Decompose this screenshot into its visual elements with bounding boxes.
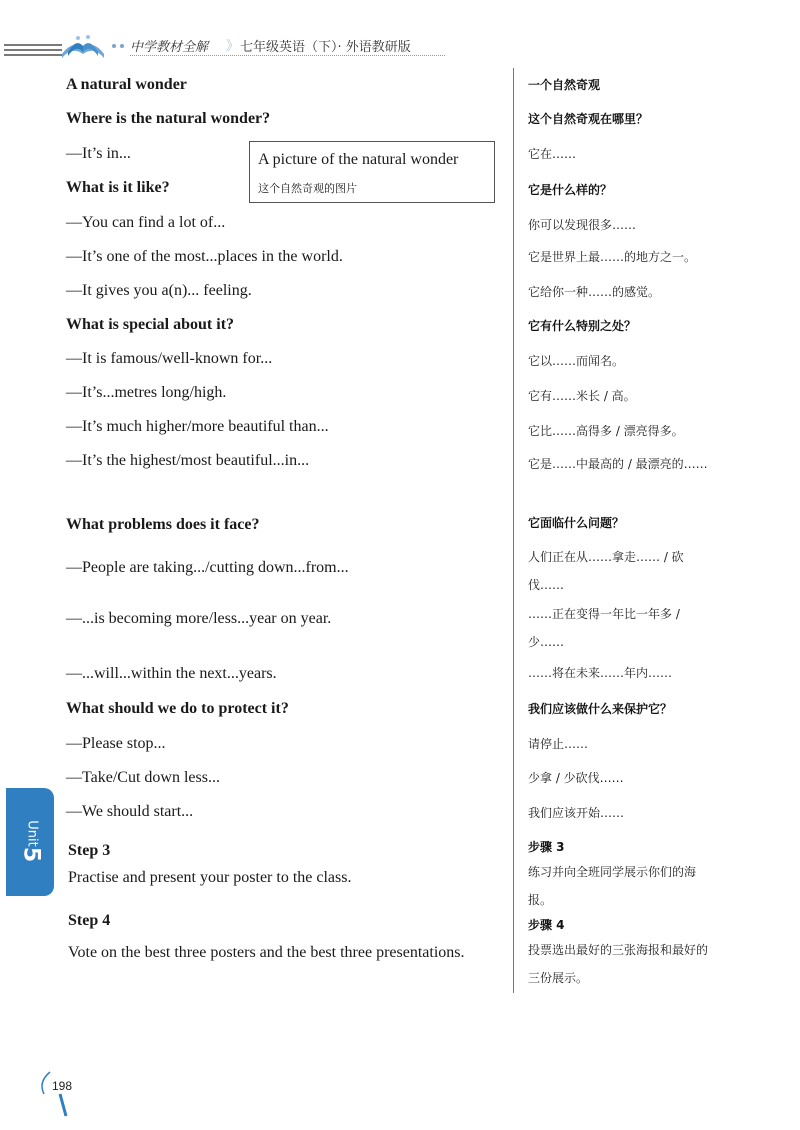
answer-protect-2: —Take/Cut down less... bbox=[66, 769, 220, 786]
step4-text: Vote on the best three posters and the best three presentations. bbox=[68, 944, 465, 961]
answer-protect-1-zh: 请停止…… bbox=[528, 737, 589, 751]
step3-text: Practise and present your poster to the class. bbox=[68, 869, 352, 886]
answer-like-2-zh: 它是世界上最……的地方之一。 bbox=[528, 250, 697, 264]
unit-tab bbox=[6, 788, 54, 896]
step4-title-zh: 步骤 4 bbox=[528, 918, 565, 932]
answer-where-zh: 它在…… bbox=[528, 147, 577, 161]
answer-protect-3: —We should start... bbox=[66, 803, 194, 820]
step4-title: Step 4 bbox=[68, 912, 111, 929]
answer-special-1: —It is famous/well-known for... bbox=[66, 350, 273, 367]
answer-protect-3-zh: 我们应该开始…… bbox=[528, 806, 625, 820]
answer-problems-1: —People are taking.../cutting down...from... bbox=[66, 559, 349, 576]
unit-tab-number: 5 bbox=[18, 846, 44, 863]
answer-special-1-zh: 它以……而闻名。 bbox=[528, 354, 625, 368]
header-decor-lines bbox=[4, 44, 62, 60]
picture-box-chinese: 这个自然奇观的图片 bbox=[258, 182, 357, 195]
header-dot bbox=[120, 44, 124, 48]
header-dot bbox=[112, 44, 116, 48]
answer-problems-2: —...is becoming more/less...year on year. bbox=[66, 610, 332, 627]
answer-special-3-zh: 它比……高得多 / 漂亮得多。 bbox=[528, 424, 684, 438]
question-where: Where is the natural wonder? bbox=[66, 110, 271, 127]
answer-special-4: —It’s the highest/most beautiful...in... bbox=[66, 452, 310, 469]
question-where-zh: 这个自然奇观在哪里？ bbox=[528, 112, 649, 126]
question-special-zh: 它有什么特别之处？ bbox=[528, 319, 637, 333]
answer-problems-1-zh: 人们正在从……拿走…… / 砍伐…… bbox=[528, 550, 684, 592]
question-problems: What problems does it face? bbox=[66, 516, 260, 533]
picture-placeholder-box bbox=[249, 141, 495, 203]
answer-special-2-zh: 它有……米长 / 高。 bbox=[528, 389, 636, 403]
answer-problems-3: —...will...within the next...years. bbox=[66, 665, 277, 682]
question-protect: What should we do to protect it? bbox=[66, 700, 289, 717]
page-number: 198 bbox=[52, 1079, 73, 1093]
section-heading-zh: 一个自然奇观 bbox=[528, 78, 601, 92]
step3-text-zh: 练习并向全班同学展示你们的海报。 bbox=[528, 865, 697, 907]
header-rule bbox=[130, 55, 445, 56]
answer-like-1: —You can find a lot of... bbox=[66, 214, 226, 231]
question-protect-zh: 我们应该做什么来保护它？ bbox=[528, 702, 673, 716]
answer-special-4-zh: 它是……中最高的 / 最漂亮的…… bbox=[528, 457, 708, 471]
book-title: 七年级英语（下）· 外语教研版 bbox=[240, 40, 411, 55]
answer-special-2: —It’s...metres long/high. bbox=[66, 384, 227, 401]
answer-special-3: —It’s much higher/more beautiful than... bbox=[66, 418, 329, 435]
answer-protect-2-zh: 少拿 / 少砍伐…… bbox=[528, 771, 624, 785]
question-like: What is it like? bbox=[66, 179, 170, 196]
question-problems-zh: 它面临什么问题？ bbox=[528, 516, 625, 530]
column-divider bbox=[513, 68, 514, 993]
picture-box-english: A picture of the natural wonder bbox=[258, 151, 459, 168]
series-title: 中学教材全解 bbox=[130, 40, 209, 55]
question-like-zh: 它是什么样的？ bbox=[528, 183, 613, 197]
section-heading: A natural wonder bbox=[66, 76, 187, 93]
answer-like-2: —It’s one of the most...places in the world. bbox=[66, 248, 343, 265]
answer-like-3: —It gives you a(n)... feeling. bbox=[66, 282, 252, 299]
page-number-arc-icon bbox=[36, 1068, 80, 1118]
unit-tab-label: Unit bbox=[24, 820, 40, 847]
question-special: What is special about it? bbox=[66, 316, 235, 333]
book-logo-icon bbox=[58, 32, 108, 62]
answer-like-1-zh: 你可以发现很多…… bbox=[528, 218, 637, 232]
step4-text-zh: 投票选出最好的三张海报和最好的三份展示。 bbox=[528, 943, 709, 985]
step3-title-zh: 步骤 3 bbox=[528, 840, 565, 854]
answer-like-3-zh: 它给你一种……的感觉。 bbox=[528, 285, 661, 299]
header-arrow-icon: 》 bbox=[226, 39, 240, 54]
answer-problems-2-zh: ……正在变得一年比一年多 / 少…… bbox=[528, 607, 680, 649]
answer-problems-3-zh: ……将在未来……年内…… bbox=[528, 666, 673, 680]
step3-title: Step 3 bbox=[68, 842, 111, 859]
answer-protect-1: —Please stop... bbox=[66, 735, 166, 752]
answer-where: —It’s in... bbox=[66, 145, 131, 162]
